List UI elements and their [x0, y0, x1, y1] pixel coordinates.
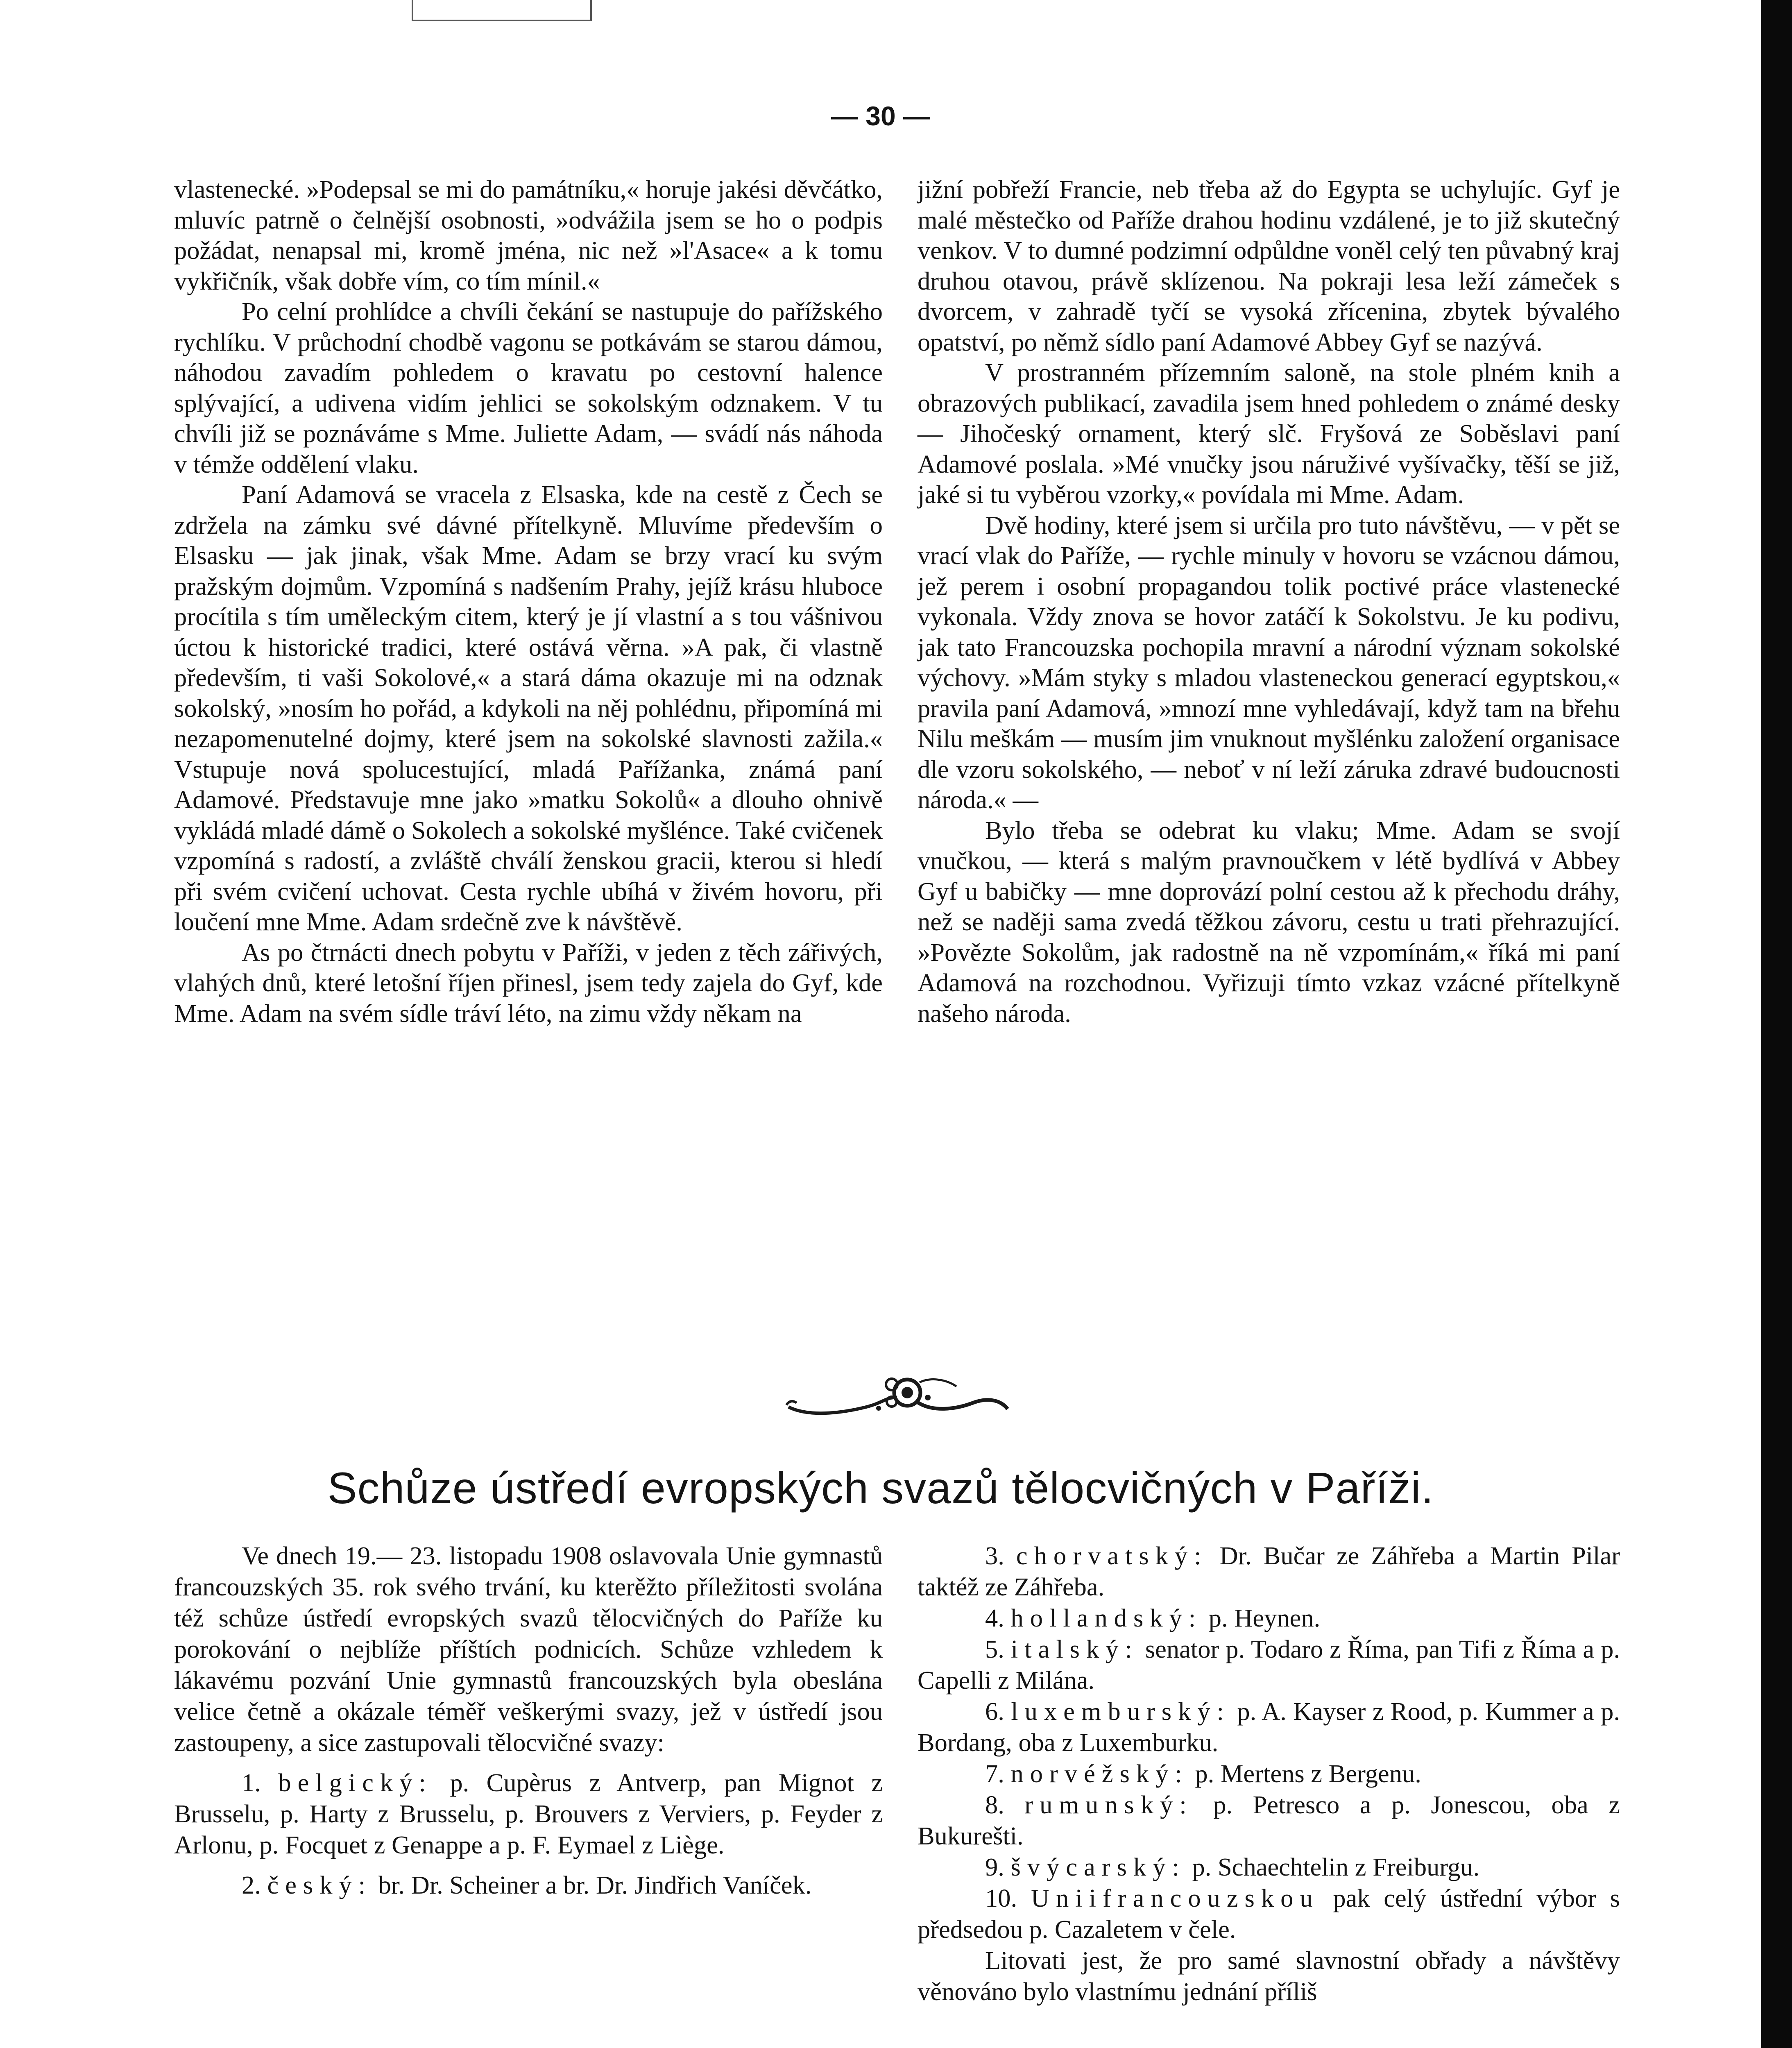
- article1-column-left: [174, 174, 883, 1029]
- paragraph: jižní pobřeží Francie, neb třeba až do Egypta se uchylujíc. Gyf je malé městečko od Paříže drahou hodinu vzdálené, je to již skutečný venkov. V to dumné podzimní odpůldne voněl celý ten půvabný kraj druhou otavou, právě sklízenou. Na pokraji lesa leží zámeček s dvorcem, v zahradě tyčí se vysoká zřícenina, zbytek bývalého opatství, po němž sídlo paní Adamové Abbey Gyf se nazývá.: [918, 175, 1620, 356]
- paragraph: Paní Adamová se vracela z Elsaska, kde na cestě z Čech se zdržela na zámku své dávné přítelkyně. Mluvíme především o Elsasku — jak jinak, však Mme. Adam se brzy vrací ku svým pražským dojmům. Vzpomíná s nadšením Prahy, jejíž krásu hluboce procítila s tím uměleckým citem, který je jí vlastní a s tou vášnivou úctou k historické tradici, které ostává věrna. »A pak, či vlastně především, ti vaši Sokolové,« a stará dáma okazuje mi na odznak sokolský, »nosím ho pořád, a kdykoli na něj pohlédnu, připomíná mi nezapomenutelné dojmy, které jsem na sokolské slavnosti zažila.« Vstupuje nová spolucestující, mladá Pařížanka, známá paní Adamové. Představuje mne jako »matku Sokolů« a dlouho ohnivě vykládá mladé dámě o Sokolech a sokolské myšlénce. Také cvičenek vzpomíná s radostí, a zvláště chválí ženskou gracii, kterou si hledí při svém cvičení uchovat. Cesta rychle ubíhá v živém hovoru, při loučení mne Mme. Adam srdečně zve k návštěvě.: [174, 480, 883, 936]
- intro-paragraph: Ve dnech 19.— 23. listopadu 1908 oslavovala Unie gymnastů francouzských 35. rok svého trvání, ku kterěžto příležitosti svolána též schůze ústředí evropských svazů tělocvičných do Paříže ku porokování o nejblíže příštích podnicích. Schůze vzhledem k lákavému pozvání Unie gymnastů francouzských byla obeslána velice četně a okázale téměř veškerými svazy, jež v ústředí jsou zastoupeny, a sice zastupovali tělocvičné svazy:: [174, 1541, 883, 1757]
- list-item: 7. norvéžský: p. Mertens z Bergenu.: [985, 1759, 1421, 1788]
- paragraph: vlastenecké. »Podepsal se mi do památníku,« horuje jakési děvčátko, mluvíc patrně o čelnější osobnosti, »odvážila jsem se ho o podpis požádat, nenapsal mi, kromě jména, nic než »l'Asace« a k tomu vykřičník, však dobře vím, co tím mínil.«: [174, 175, 883, 295]
- closing-paragraph: Litovati jest, že pro samé slavnostní obřady a návštěvy věnováno bylo vlastnímu jednání příliš: [918, 1946, 1620, 2006]
- list-item: 3. chorvatský: Dr. Bučar ze Záhřeba a Martin Pilar taktéž ze Záhřeba.: [918, 1541, 1620, 1601]
- list-item: 8. rumunský: p. Petresco a p. Jonescou, oba z Bukurešti.: [918, 1790, 1620, 1850]
- list-item: 2. český: br. Dr. Scheiner a br. Dr. Jindřich Vaníček.: [242, 1871, 812, 1899]
- list-item: 5. italský: senator p. Todaro z Říma, pan Tifi z Říma a p. Capelli z Milána.: [918, 1635, 1620, 1695]
- article2-column-left: [174, 1540, 883, 1901]
- page-number: — 30 —: [831, 101, 931, 131]
- paragraph: Po celní prohlídce a chvíli čekání se nastupuje do pařížského rychlíku. V průchodní chodbě vagonu se potkávám se starou dámou, náhodou zavadím pohledem o kravatu po cestovní halence splývající, a udivena vidím jehlici se sokolským odznakem. V tu chvíli již se poznáváme s Mme. Juliette Adam, — svádí nás náhoda v témže oddělení vlaku.: [174, 297, 883, 478]
- paragraph: V prostranném přízemním saloně, na stole plném knih a obrazových publikací, zavadila jsem hned pohledem o známé desky — Jihočeský ornament, který slč. Fryšová ze Soběslavi paní Adamové poslala. »Mé vnučky jsou náruživé vyšívačky, těší se již, jaké si tu vyběrou vzorky,« povídala mi Mme. Adam.: [918, 358, 1620, 509]
- list-item: 10. Uniifrancouzskou pak celý ústřední výbor s předsedou p. Cazaletem v čele.: [918, 1884, 1620, 1944]
- section-title: Schůze ústředí evropských svazů tělocvičných v Paříži.: [327, 1463, 1434, 1513]
- paragraph: Dvě hodiny, které jsem si určila pro tuto návštěvu, — v pět se vrací vlak do Paříže, — rychle minuly v hovoru se vzácnou dámou, jež perem i osobní propagandou tolik poctivé práce vlastenecké vykonala. Vždy znova se hovor zatáčí k Sokolstvu. Je ku podivu, jak tato Francouzska pochopila mravní a národní význam sokolské výchovy. »Mám styky s mladou vlasteneckou generací egyptskou,« pravila paní Adamová, »mnozí mne vyhledávají, když tam na břehu Nilu meškám — musím jim vnuknout myšlénku založení organisace dle vzoru sokolského, — neboť v ní leží záruka zdravé budoucnosti národa.« —: [918, 510, 1620, 814]
- scan-border: [1761, 0, 1792, 2048]
- list-item: 9. švýcarský: p. Schaechtelin z Freiburgu.: [985, 1853, 1480, 1881]
- list-item: 1. belgický: p. Cupèrus z Antverp, pan Mignot z Brusselu, p. Harty z Brusselu, p. Brouvers z Verviers, p. Feyder z Arlonu, p. Focquet z Genappe a p. F. Eymael z Liège.: [174, 1768, 883, 1859]
- ornament-divider: [784, 1368, 1014, 1425]
- list-item: 6. luxemburský: p. A. Kayser z Rood, p. Kummer a p. Bordang, oba z Luxemburku.: [918, 1697, 1620, 1757]
- list-item: 4. hollandský: p. Heynen.: [985, 1604, 1321, 1632]
- article2-column-right: [918, 1540, 1620, 2007]
- scan-artifact: [412, 0, 592, 21]
- paragraph: Bylo třeba se odebrat ku vlaku; Mme. Adam se svojí vnučkou, — která s malým pravnoučkem v létě bydlívá v Abbey Gyf u babičky — mne doprovází polní cestou až k přechodu dráhy, než se naději sama zvedá těžkou závoru, cestu u trati přehrazující. »Povězte Sokolům, jak radostně na ně vzpomínám,« říká mi paní Adamová na rozchodnou. Vyřizuji tímto vzkaz vzácné přítelkyně našeho národa.: [918, 816, 1620, 1028]
- article1-column-right: [918, 174, 1620, 1029]
- paragraph: As po čtrnácti dnech pobytu v Paříži, v jeden z těch zářivých, vlahých dnů, které letošní říjen přinesl, jsem tedy zajela do Gyf, kde Mme. Adam na svém sídle tráví léto, na zimu vždy někam na: [174, 938, 883, 1028]
